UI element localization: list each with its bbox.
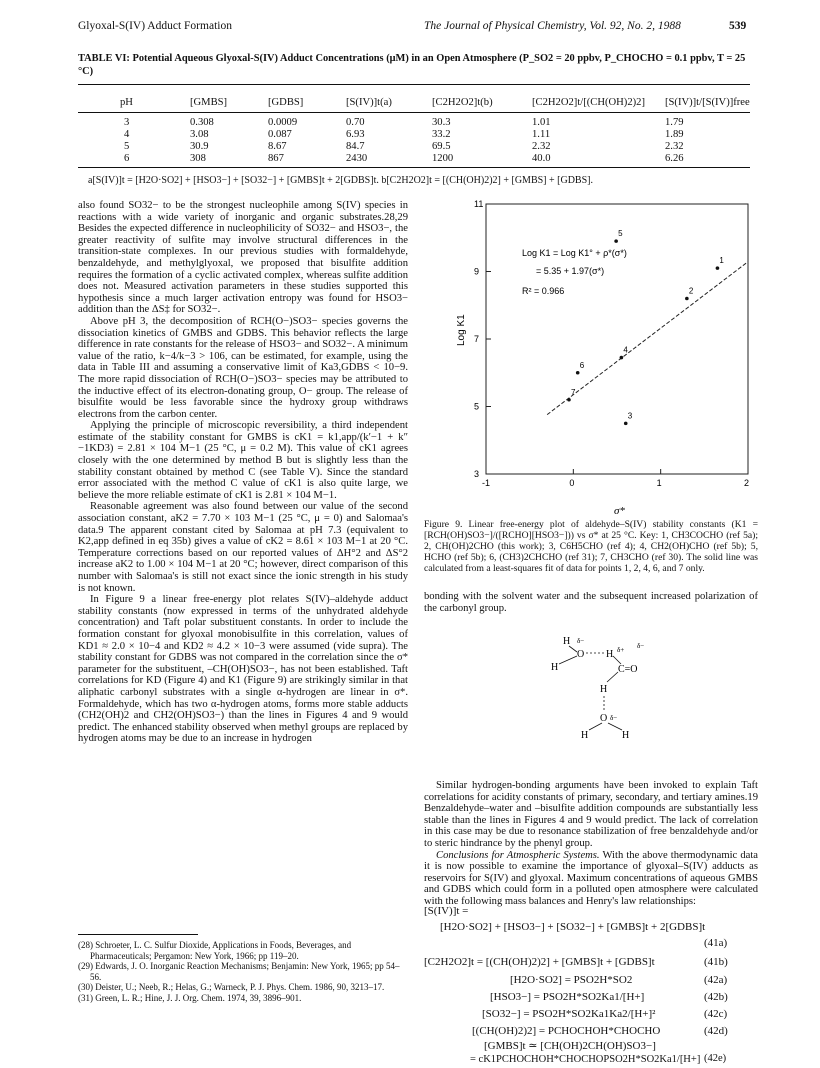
table-cell: 8.67	[268, 141, 287, 152]
figure-9-plot	[424, 196, 758, 518]
y-tick-label: 7	[474, 334, 480, 344]
data-point	[716, 266, 720, 270]
table-header-cell: [C2H2O2]t/[(CH(OH)2)2]	[532, 97, 645, 108]
atom-h: H	[606, 649, 614, 660]
table-cell: 0.70	[346, 117, 365, 128]
equation-number: (42d)	[704, 1025, 728, 1037]
fit-equation-values: = 5.35 + 1.97(σ*)	[536, 266, 605, 276]
bond	[569, 646, 577, 652]
references	[78, 940, 408, 1004]
reference-item: (29) Edwards, J. O. Inorganic Reaction Mechanisms; Benjamin: New York, 1965; pp 54–56.	[78, 961, 400, 982]
equation-number: (42a)	[704, 974, 728, 986]
bond	[608, 723, 622, 730]
reference-item: (30) Deister, U.; Neeb, R.; Helas, G.; Warneck, P. J. Phys. Chem. 1986, 90, 3213–17.	[78, 982, 385, 993]
right-text-1: bonding with the solvent water and the subsequent increased polarization of the carbonyl group.	[424, 591, 758, 614]
table-cell: 1.01	[532, 117, 551, 128]
table-top-rule	[78, 84, 750, 85]
point-label: 1	[719, 256, 724, 266]
table-cell: 3	[124, 117, 130, 128]
y-axis-label: Log K1	[456, 314, 467, 346]
table-cell: 69.5	[432, 141, 451, 152]
table-cell: 867	[268, 153, 284, 164]
data-point	[576, 371, 580, 375]
table-header-cell: [GDBS]	[268, 97, 304, 108]
x-tick-label: 0	[569, 478, 575, 488]
data-point	[614, 239, 618, 243]
table-cell: 3.08	[190, 129, 209, 140]
equation-41a-lhs: [S(IV)]t =	[424, 905, 469, 917]
right-text-2	[424, 780, 758, 908]
paragraph: Reasonable agreement was also found between our value of the second association constant, aK2 = 7.70 × 103 M−1 (25 °C, μ = 0) and Salomaa's data.9 The apparent constant cited by Salomaa at pH 7.3 (equivalent to K2,app defined in eq 35b) gives a value of cK2 = 8.61 × 103 M−1 at 20 °C. Temperature corrections based on our reported values of ΔH°2 and ΔS°2 increase aK2 to 1.00 × 104 M−1 at 20 °C; however, direct comparison of this number with Salomaa's is still not exact since the ionic strength in his study is not known.	[78, 501, 408, 594]
point-label: 6	[579, 360, 585, 370]
carbonyl-group: C=O	[618, 664, 638, 675]
table-cell: 1.89	[665, 129, 684, 140]
table-cell: 308	[190, 153, 206, 164]
table-header-cell: [C2H2O2]t(b)	[432, 97, 493, 108]
running-header-left: Glyoxal-S(IV) Adduct Formation	[78, 20, 232, 32]
table-cell: 0.0009	[268, 117, 298, 128]
equation-number: (42b)	[704, 991, 728, 1003]
table-header-cell: [S(IV)]t(a)	[346, 97, 392, 108]
atom-o: O	[600, 713, 608, 724]
table-cell: 1.11	[532, 129, 551, 140]
figure-caption: Figure 9. Linear free-energy plot of aldehyde–S(IV) stability constants (K1 = [RCH(OH)SO3−]/([RCHO][HSO3−])) vs σ* at 25 °C. Key: 1, CH3COCHO (ref 5a); 2, CH(OH)2CHO (this work); 3, C6H5CHO (ref 4); 4, CH2(OH)CHO (ref 5b); 5, HCHO (ref 5b); 6, (CH3)2CHCHO (ref 31); 7, CH3CHO (ref 30). The solid line was calculated from a least-squares fit of data for points 1, 2, 4, 6, and 7 only.	[424, 519, 758, 574]
equation-41b: [C2H2O2]t = [(CH(OH)2)2] + [GMBS]t + [GDBS]t	[424, 956, 655, 968]
paragraph: Above pH 3, the decomposition of RCH(O−)SO3− species governs the dissociation kinetics of GMBS and GDBS. This behavior reflects the large difference in rate constants for the release of HSO3− and SO32−. A minimum value of the ratio, k−4/k−3 > 106, can be estimated, for example, using the data in Table III and assuming a conservative limit of Ka3,GDBS < 10−9. The more rapid dissociation of RCH(O−)SO3− species may be attributed to the inductive effect of its electron-donating group, O− group. The release of bisulfite would be less favorable since the hydroxy group withdraws electrons from the carbon center.	[78, 315, 408, 420]
reference-item: (31) Green, L. R.; Hine, J. J. Org. Chem. 1974, 39, 3896–901.	[78, 992, 302, 1003]
paragraph: Similar hydrogen-bonding arguments have been invoked to explain Taft correlations for acidity constants of primary, secondary, and tertiary amines.19 Benzaldehyde–water and –bisulfite addition compounds are substantially less stable than the lines in Figures 4 and 9 would predict. The lack of correlation in this case may be due to resonance stabilization of free benzaldehyde and/or to steric hindrance by the phenyl group.	[424, 780, 758, 849]
atom-h: H	[581, 730, 589, 741]
hydrogen-bonding-structure	[545, 624, 675, 774]
equation-number: (41a)	[704, 937, 728, 949]
table-footnote: a[S(IV)]t = [H2O·SO2] + [HSO3−] + [SO32−] + [GMBS]t + 2[GDBS]t. b[C2H2O2]t = [(CH(OH)2)2] + [GMBS] + [GDBS].	[88, 175, 593, 186]
table-cell: 2.32	[665, 141, 684, 152]
table-cell: 0.308	[190, 117, 214, 128]
table-bottom-rule	[78, 167, 750, 168]
running-header-journal: The Journal of Physical Chemistry, Vol. 92, No. 2, 1988	[424, 20, 681, 32]
table-cell: 6	[124, 153, 130, 164]
paragraph: With the above thermodynamic data it is now possible to examine the importance of glyoxal–S(IV) adducts as reservoirs for S(IV) and glyoxal. Maximum concentrations of aqueous GMBS and GDBS which could form in a polluted open atmosphere were calculated with the following mass balances and Henry's law relationships:	[424, 849, 758, 907]
fit-r-squared: R² = 0.966	[522, 286, 565, 296]
data-point	[624, 422, 628, 426]
table-header-rule	[78, 112, 750, 113]
atom-h: H	[600, 684, 608, 695]
bond	[607, 672, 618, 682]
table-cell: 0.087	[268, 129, 292, 140]
point-label: 7	[570, 387, 576, 397]
table-cell: 1.79	[665, 117, 684, 128]
x-tick-label: 1	[656, 478, 662, 488]
table-cell: 6.93	[346, 129, 365, 140]
table-cell: 33.2	[432, 129, 451, 140]
table-cell: 2.32	[532, 141, 551, 152]
point-label: 2	[688, 286, 694, 296]
footnote-rule	[78, 934, 198, 935]
equation-42a: [H2O·SO2] = PSO2H*SO2	[510, 974, 633, 986]
data-point	[567, 398, 571, 402]
table-header-cell: pH	[120, 97, 133, 108]
table-cell: 40.0	[532, 153, 551, 164]
table-cell: 1200	[432, 153, 454, 164]
x-axis-label: σ*	[614, 505, 625, 517]
x-tick-label: -1	[482, 478, 491, 488]
page-number: 539	[729, 20, 747, 32]
bond	[613, 656, 621, 664]
left-column-text	[78, 200, 408, 745]
reference-item: (28) Schroeter, L. C. Sulfur Dioxide, Applications in Foods, Beverages, and Pharmaceuticals; Pergamon: New York, 1966; pp 119–20.	[78, 940, 352, 961]
equation-42e-lhs: [GMBS]t ≃ [CH(OH)2CH(OH)SO3−]	[484, 1040, 656, 1052]
partial-charge: δ−	[637, 642, 645, 650]
equation-42c: [SO32−] = PSO2H*SO2Ka1Ka2/[H+]²	[482, 1008, 656, 1020]
equation-42e-rhs: = cK1PCHOCHOH*CHOCHOPSO2H*SO2Ka1/[H+]	[470, 1054, 701, 1065]
paragraph: also found SO32− to be the strongest nucleophile among S(IV) species in reactions with a wide variety of inorganic and organic substrates.28,29 Besides the expected difference in nucleophilicity of SO32− and HSO3−, the greater reactivity of sulfite may involve structural differences in the transition-state complexes. In our previous studies with formaldehyde, benzaldehyde, and methylglyoxal, we proposed that bisulfite addition requires the formation of a cyclic activated complex, whereas sulfite addition does not. Measured activation parameters in these studies supported this hypothesis since a much larger activation entropy was found for HSO3− addition than the ΔS‡ for SO32−.	[78, 200, 408, 316]
equation-number: (42e)	[704, 1053, 727, 1064]
atom-o: O	[577, 649, 585, 660]
partial-charge: δ+	[617, 646, 625, 654]
bond	[589, 723, 602, 730]
point-label: 5	[618, 229, 623, 239]
paragraph: In Figure 9 a linear free-energy plot relates S(IV)–aldehyde adduct stability constants (now expressed in terms of the unhydrated aldehyde concentration) and Taft polar substituent constants. In order to include the formation constant for glyoxal monobisulfite in this correlation, values of KD1 ≈ 2.0 × 10−4 and KD2 ≈ 4.2 × 10−3 were assumed (vide supra). The stability constant for GDBS was not compared in the correlation since the σ* parameter for the substituent, –CH(OH)SO3−, has not been established. Taft correlations for KD (Figure 4) and K1 (Figure 9) are strikingly similar in that aliphatic carbonyl substrates with a single α-hydrogen are linear in σ*. Formaldehyde, which has two α-hydrogen atoms, forms more stable adducts (CH2(OH)2 and CH2(OH)SO3−) than the lines in Figures 4 and 9 would predict. The enhanced stability observed when methyl groups are replaced by hydrogen atoms may be due to an increase in hydrogen	[78, 594, 408, 745]
table-cell: 4	[124, 129, 130, 140]
equation-42d: [(CH(OH)2)2] = PCHOCHOH*CHOCHO	[472, 1025, 661, 1037]
paragraph: Applying the principle of microscopic reversibility, a third independent estimate of the stability constant for GMBS is cK1 = k1,app/(k′−1 + k″−1KD3) = 2.81 × 104 M−1 (25 °C, μ = 0.2 M). This value of cK1 agrees closely with the one determined by method B but is slightly less than the stability constant obtained by method C (see Table V). Since the standard error associated with the method C value of cK1 is also quite large, we believe the more reliable estimate of cK1 is 2.81 × 104 M−1.	[78, 420, 408, 501]
equation-42b: [HSO3−] = PSO2H*SO2Ka1/[H+]	[490, 991, 645, 1003]
y-tick-label: 11	[474, 199, 484, 209]
table-cell: 6.26	[665, 153, 684, 164]
point-label: 3	[627, 411, 633, 421]
table-cell: 30.9	[190, 141, 209, 152]
partial-charge: δ−	[610, 714, 618, 722]
equation-number: (41b)	[704, 956, 728, 968]
atom-h: H	[563, 636, 571, 647]
table-title: TABLE VI: Potential Aqueous Glyoxal-S(IV) Adduct Concentrations (μM) in an Open Atmosphere (P_SO2 = 20 ppbv, P_CHOCHO = 0.1 ppbv, T = 25 °C)	[78, 53, 746, 77]
fit-line	[547, 262, 748, 415]
data-point	[685, 297, 689, 301]
table-header-cell: [GMBS]	[190, 97, 228, 108]
atom-h: H	[622, 730, 630, 741]
fit-equation: Log K1 = Log K1° + ρ*(σ*)	[522, 248, 627, 258]
table-cell: 30.3	[432, 117, 451, 128]
equation-number: (42c)	[704, 1008, 728, 1020]
y-tick-label: 5	[474, 401, 480, 412]
x-tick-label: 2	[744, 478, 750, 488]
atom-h: H	[551, 662, 559, 673]
equation-41a-rhs: [H2O·SO2] + [HSO3−] + [SO32−] + [GMBS]t + 2[GDBS]t	[440, 921, 706, 933]
table-cell: 2430	[346, 153, 368, 164]
table-cell: 5	[124, 141, 130, 152]
table-cell: 84.7	[346, 141, 365, 152]
plot-frame	[486, 204, 748, 474]
partial-charge: δ−	[577, 637, 585, 645]
y-tick-label: 3	[474, 469, 480, 479]
section-heading: Conclusions for Atmospheric Systems.	[436, 849, 600, 861]
table-header-cell: [S(IV)]t/[S(IV)]free	[665, 97, 750, 108]
y-tick-label: 9	[474, 266, 480, 277]
bond	[559, 656, 577, 664]
point-label: 4	[623, 345, 628, 355]
data-point	[620, 356, 624, 360]
